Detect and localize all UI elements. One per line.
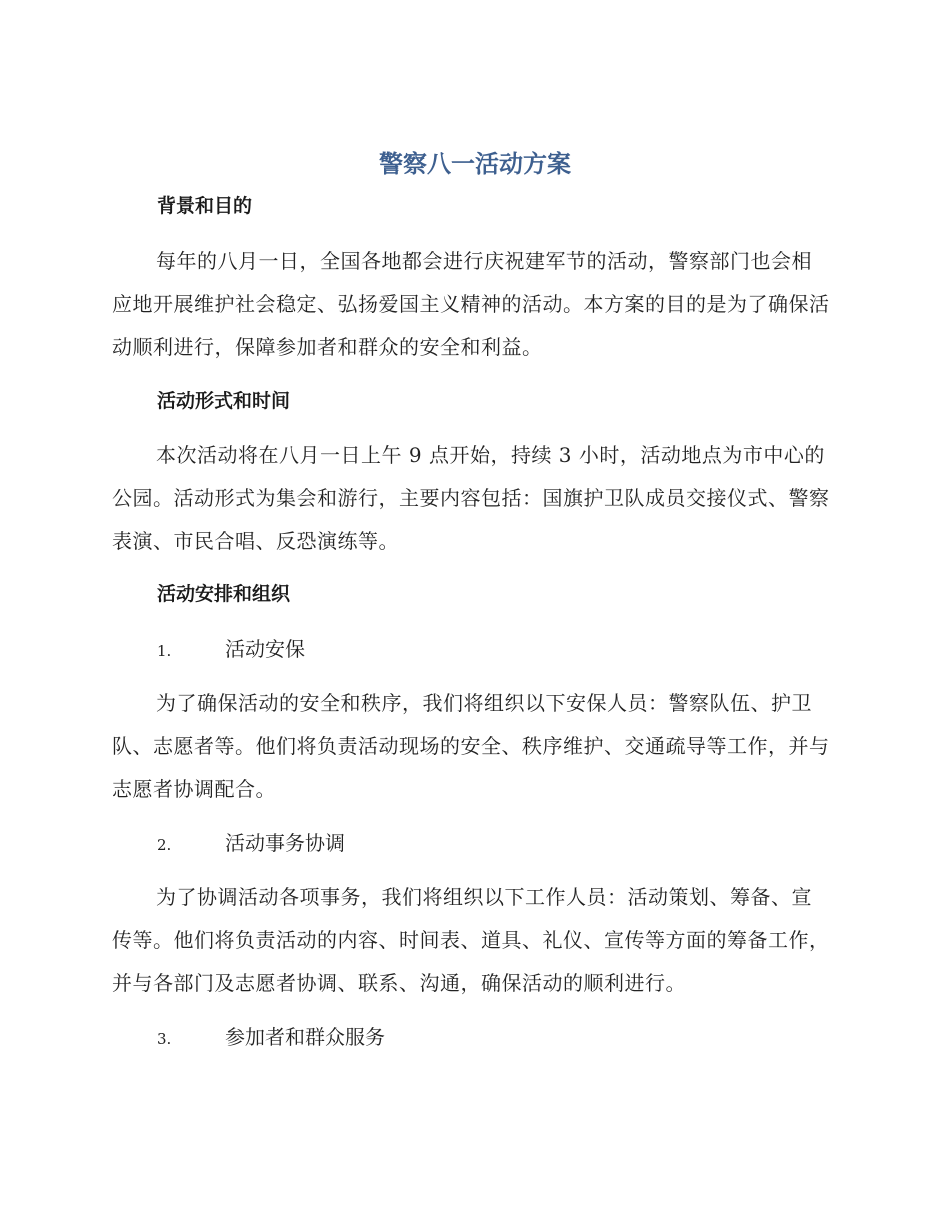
document-title: 警察八一活动方案	[379, 150, 571, 178]
list-item-label: 参加者和群众服务	[225, 1025, 385, 1049]
list-item-label: 活动安保	[225, 637, 305, 661]
list-item-coordination	[157, 828, 345, 860]
list-item-security	[157, 634, 305, 666]
list-item-participant-service	[157, 1022, 385, 1054]
list-item-number: 2.	[157, 836, 172, 854]
list-item-paragraph-security: 为了确保活动的安全和秩序，我们将组织以下安保人员：警察队伍、护卫队、志愿者等。他们将负责活动现场的安全、秩序维护、交通疏导等工作，并与志愿者协调配合。	[112, 691, 830, 801]
list-item-label: 活动事务协调	[225, 831, 345, 855]
list-item-number: 1.	[157, 642, 172, 660]
section-heading-background: 背景和目的	[157, 195, 253, 217]
section-heading-arrangement: 活动安排和组织	[157, 583, 291, 605]
list-item-paragraph-coordination: 为了协调活动各项事务，我们将组织以下工作人员：活动策划、筹备、宣传等。他们将负责活动的内容、时间表、道具、礼仪、宣传等方面的筹备工作，并与各部门及志愿者协调、联系、沟通，确保活动的顺利进行。	[112, 885, 830, 995]
section-paragraph-format-time: 本次活动将在八月一日上午 9 点开始，持续 3 小时，活动地点为市中心的公园。活动形式为集会和游行，主要内容包括：国旗护卫队成员交接仪式、警察表演、市民合唱、反恐演练等。	[112, 443, 830, 553]
section-heading-format-time: 活动形式和时间	[157, 390, 291, 412]
section-paragraph-background: 每年的八月一日，全国各地都会进行庆祝建军节的活动，警察部门也会相应地开展维护社会稳定、弘扬爱国主义精神的活动。本方案的目的是为了确保活动顺利进行，保障参加者和群众的安全和利益。	[112, 249, 830, 359]
list-item-number: 3.	[157, 1030, 172, 1048]
